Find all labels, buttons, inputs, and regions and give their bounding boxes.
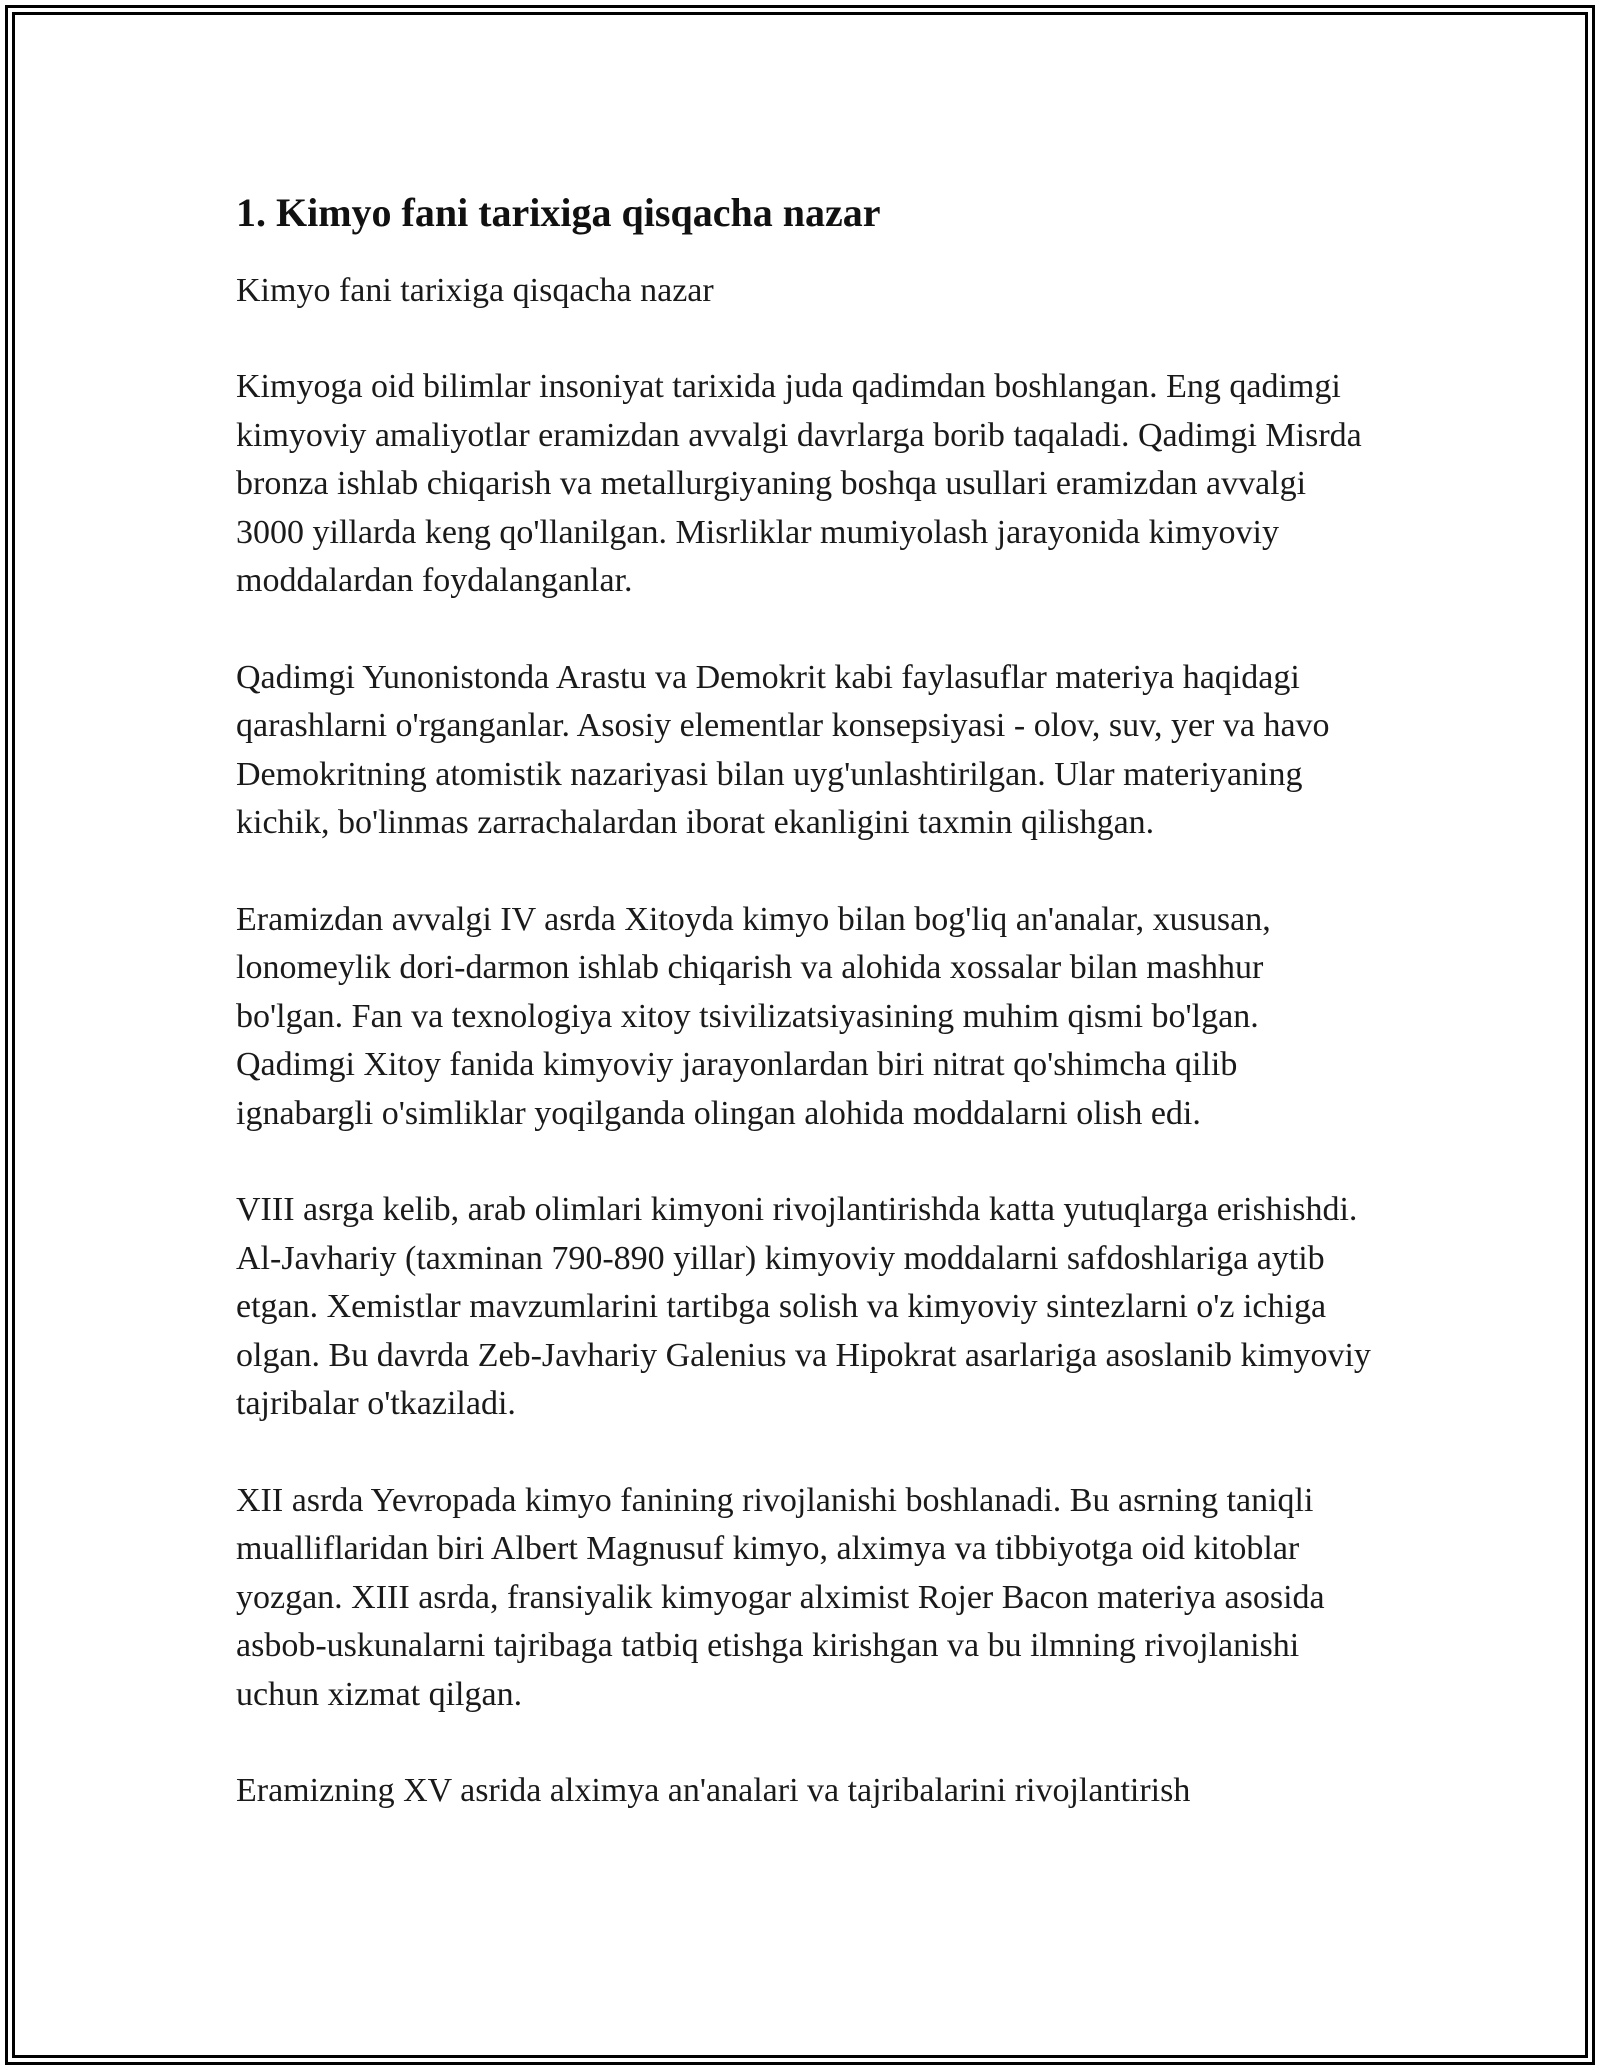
section-heading: 1. Kimyo fani tarixiga qisqacha nazar — [236, 190, 881, 235]
section-subtitle: Kimyo fani tarixiga qisqacha nazar — [236, 272, 714, 309]
paragraph-ancient-china: Eramizdan avvalgi IV asrda Xitoyda kimyo bilan bog'liq an'analar, xususan, lonomeylik dori-darmon ishlab chiqarish va alohida xossalar bilan mashhur bo'lgan. Fan va texnologiya xitoy tsivilizatsiyasining muhim qismi bo'lgan. Qadimgi Xitoy fanida kimyoviy jarayonlardan biri nitrat qo'shimcha qilib ignabargli o'simliklar yoqilganda olingan alohida moddalarni olish edi. — [236, 900, 1271, 1132]
paragraph-fifteenth-century: Eramizning XV asrida alximya an'analari va tajribalarini rivojlantirish — [236, 1772, 1191, 1809]
paragraph-ancient-greece: Qadimgi Yunonistonda Arastu va Demokrit kabi faylasuflar materiya haqidagi qarashlarni o'rganganlar. Asosiy elementlar konsepsiyasi - olov, suv, yer va havo Demokritning atomistik nazariyasi bilan uyg'unlashtirilgan. Ular materiyaning kichik, bo'linmas zarrachalardan iborat ekanligini taxmin qilishgan. — [236, 658, 1330, 841]
document-body — [236, 185, 1376, 1816]
paragraph-ancient-egypt: Kimyoga oid bilimlar insoniyat tarixida juda qadimdan boshlangan. Eng qadimgi kimyoviy amaliyotlar eramizdan avvalgi davrlarga borib taqaladi. Qadimgi Misrda bronza ishlab chiqarish va metallurgiyaning boshqa usullari eramizdan avvalgi 3000 yillarda keng qo'llanilgan. Misrliklar mumiyolash jarayonida kimyoviy moddalardan foydalanganlar. — [236, 368, 1362, 599]
paragraph-arab-scholars: VIII asrga kelib, arab olimlari kimyoni rivojlantirishda katta yutuqlarga erishishdi. Al-Javhariy (taxminan 790-890 yillar) kimyoviy moddalarni safdoshlariga aytib etgan. Xemistlar mavzumlarini tartibga solish va kimyoviy sintezlarni o'z ichiga olgan. Bu davrda Zeb-Javhariy Galenius va Hipokrat asarlariga asoslanib kimyoviy tajribalar o'tkaziladi. — [236, 1191, 1371, 1422]
paragraph-medieval-europe: XII asrda Yevropada kimyo fanining rivojlanishi boshlanadi. Bu asrning taniqli mualliflaridan biri Albert Magnusuf kimyo, alximya va tibbiyotga oid kitoblar yozgan. XIII asrda, fransiyalik kimyogar alximist Rojer Bacon materiya asosida asbob-uskunalarni tajribaga tatbiq etishga kirishgan va bu ilmning rivojlanishi uchun xizmat qilgan. — [236, 1481, 1325, 1713]
